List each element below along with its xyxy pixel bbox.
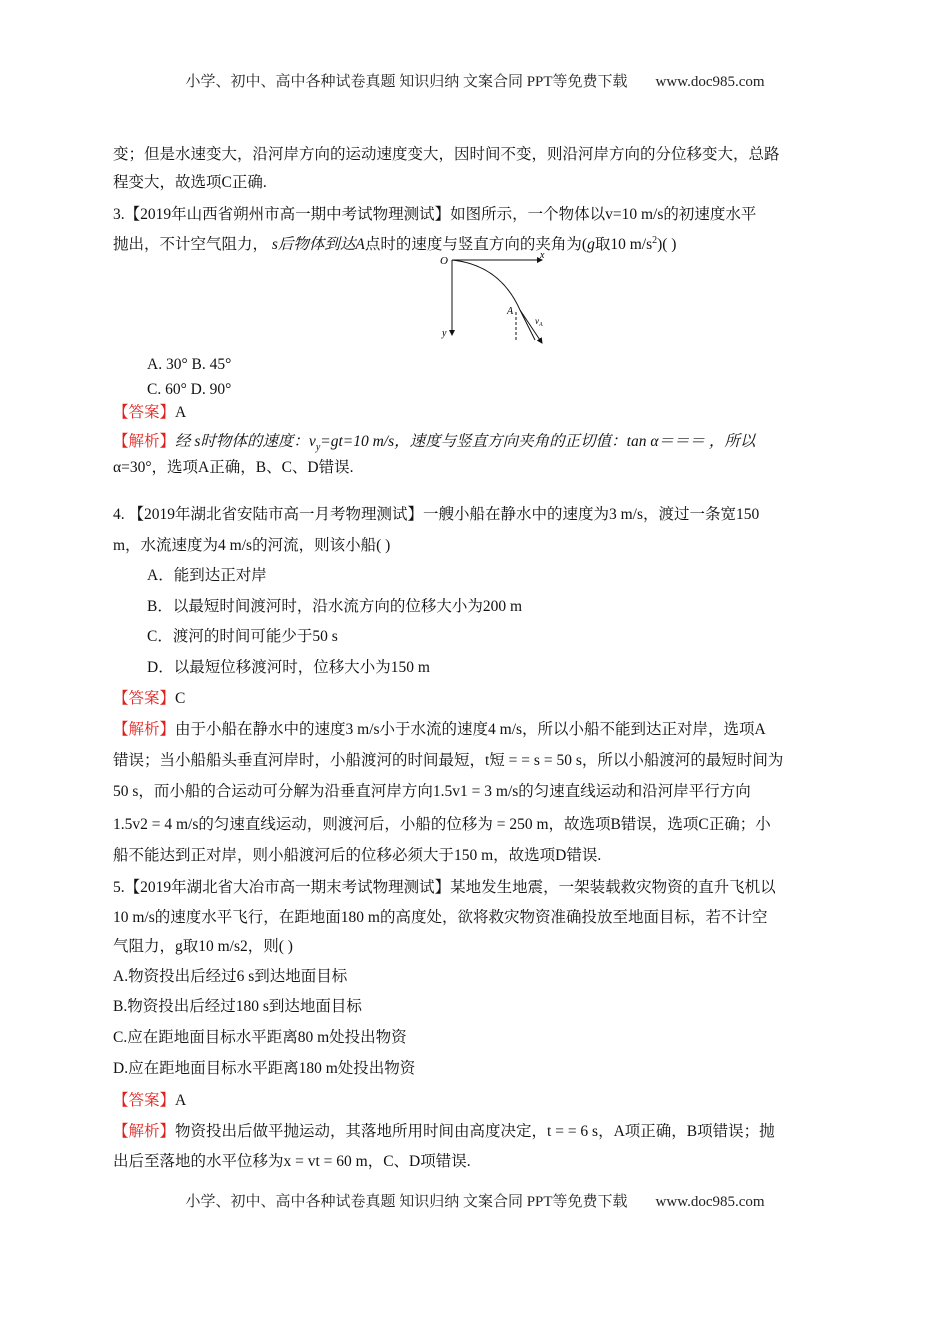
- x-label: x: [540, 250, 545, 261]
- analysis-text: 由于小船在静水中的速度3 m/s小于水流的速度4 m/s，所以小船不能到达正对岸，选项A: [175, 721, 766, 738]
- q3-stem-part: 取10 m/s: [594, 236, 653, 254]
- q5-option-a: A.物资投出后经过6 s到达地面目标: [113, 968, 348, 985]
- q5-answer: [113, 1091, 843, 1111]
- q3-stem-sup: 2: [652, 235, 658, 246]
- answer-value: A: [175, 404, 187, 421]
- velocity-label: $v_A$: [535, 316, 543, 328]
- trajectory-curve: [452, 260, 535, 340]
- q3-analysis-line-2: α=30°，选项A正确，B、C、D错误.: [113, 459, 354, 476]
- header-url: www.doc985.com: [655, 74, 765, 90]
- footer-text: 小学、初中、高中各种试卷真题 知识归纳 文案合同 PPT等免费下载: [185, 1194, 628, 1210]
- answer-label: 【答案】: [113, 404, 176, 421]
- q5-stem-line-3: 气阻力，g取10 m/s2，则( ): [113, 938, 293, 955]
- analysis-text: 经 s时物体的速度：v: [175, 433, 316, 450]
- q5-option-c: C.应在距地面目标水平距离80 m处投出物资: [113, 1029, 407, 1046]
- answer-value: A: [175, 1092, 187, 1109]
- q3-stem-line-1: 3.【2019年山西省朔州市高一期中考试物理测试】如图所示，一个物体以v=10 m/s的初速度水平: [113, 206, 757, 223]
- q4-analysis-line-3: 50 s，而小船的合运动可分解为沿垂直河岸方向1.5v1 = 3 m/s的匀速直线运动和沿河岸平行方向: [113, 783, 751, 800]
- q3-analysis-line-1: [113, 432, 843, 458]
- origin-label: O: [440, 255, 448, 267]
- answer-value: C: [175, 690, 186, 707]
- q3-stem-part: g: [587, 236, 595, 254]
- q4-answer: [113, 689, 843, 709]
- q3-stem-part: )( ): [657, 236, 677, 254]
- analysis-text: =gt=10 m/s，速度与竖直方向夹角的正切值：tan α＝＝＝ ，所以: [320, 433, 756, 450]
- projectile-diagram-svg: [420, 250, 560, 350]
- q3-answer: [113, 403, 843, 423]
- q4-option-c: C．渡河的时间可能少于50 s: [147, 628, 338, 645]
- q4-option-b: B．以最短时间渡河时，沿水流方向的位移大小为200 m: [147, 598, 523, 615]
- header-text: 小学、初中、高中各种试卷真题 知识归纳 文案合同 PPT等免费下载: [185, 74, 628, 90]
- q4-analysis-line-5: 船不能达到正对岸，则小船渡河后的位移必须大于150 m，故选项D错误.: [113, 847, 602, 864]
- analysis-label: 【解析】: [113, 433, 176, 450]
- analysis-label: 【解析】: [113, 721, 176, 738]
- y-label: y: [442, 328, 447, 339]
- page-footer: [0, 1190, 950, 1211]
- footer-url: www.doc985.com: [655, 1194, 765, 1210]
- q3-stem-part: s后物体到达A: [268, 236, 365, 254]
- analysis-text: 物资投出后做平抛运动，其落地所用时间由高度决定，t = = 6 s，A项正确，B项错误；抛: [175, 1123, 775, 1140]
- projectile-diagram: [420, 250, 560, 350]
- q3-options-row-2: C. 60° D. 90°: [147, 381, 232, 398]
- answer-label: 【答案】: [113, 690, 176, 707]
- q4-analysis-line-1: [113, 720, 843, 740]
- point-a-label: A: [507, 306, 514, 317]
- answer-label: 【答案】: [113, 1092, 176, 1109]
- q5-option-d: D.应在距地面目标水平距离180 m处投出物资: [113, 1060, 416, 1077]
- page-header: [0, 70, 950, 91]
- q4-analysis-line-4: 1.5v2 = 4 m/s的匀速直线运动，则渡河后，小船的位移为 = 250 m，故选项B错误，选项C正确；小: [113, 816, 771, 833]
- q4-stem-line-2: m，水流速度为4 m/s的河流，则该小船( ): [113, 537, 391, 554]
- q3-stem-part: 点时的速度与竖直方向的夹角为(: [364, 236, 588, 254]
- q3-options-row-1: A. 30° B. 45°: [147, 356, 232, 373]
- q5-option-b: B.物资投出后经过180 s到达地面目标: [113, 998, 362, 1015]
- q5-stem-line-1: 5.【2019年湖北省大冶市高一期末考试物理测试】某地发生地震，一架装载救灾物资的直升飞机以: [113, 879, 776, 896]
- analysis-label: 【解析】: [113, 1123, 176, 1140]
- q3-stem-part: 抛出，不计空气阻力，: [113, 236, 269, 254]
- q4-stem-line-1: 4. 【2019年湖北省安陆市高一月考物理测试】一艘小船在静水中的速度为3 m/s，渡过一条宽150: [113, 506, 760, 523]
- q4-option-a: A．能到达正对岸: [147, 567, 267, 584]
- q4-option-d: D．以最短位移渡河时，位移大小为150 m: [147, 659, 430, 676]
- q4-analysis-line-2: 错误；当小船船头垂直河岸时，小船渡河的时间最短，t短 = = s = 50 s，所以小船渡河的最短时间为: [113, 752, 784, 769]
- q5-stem-line-2: 10 m/s的速度水平飞行，在距地面180 m的高度处，欲将救灾物资准确投放至地面目标，若不计空: [113, 909, 768, 926]
- q5-analysis-line-2: 出后至落地的水平位移为x = vt = 60 m，C、D项错误.: [113, 1153, 471, 1170]
- carryover-line-2: 程变大，故选项C正确.: [113, 174, 267, 191]
- analysis-sub: y: [315, 442, 321, 454]
- carryover-line-1: 变；但是水速变大，沿河岸方向的运动速度变大，因时间不变，则沿河岸方向的分位移变大，总路: [113, 146, 780, 163]
- q5-analysis-line-1: [113, 1122, 843, 1142]
